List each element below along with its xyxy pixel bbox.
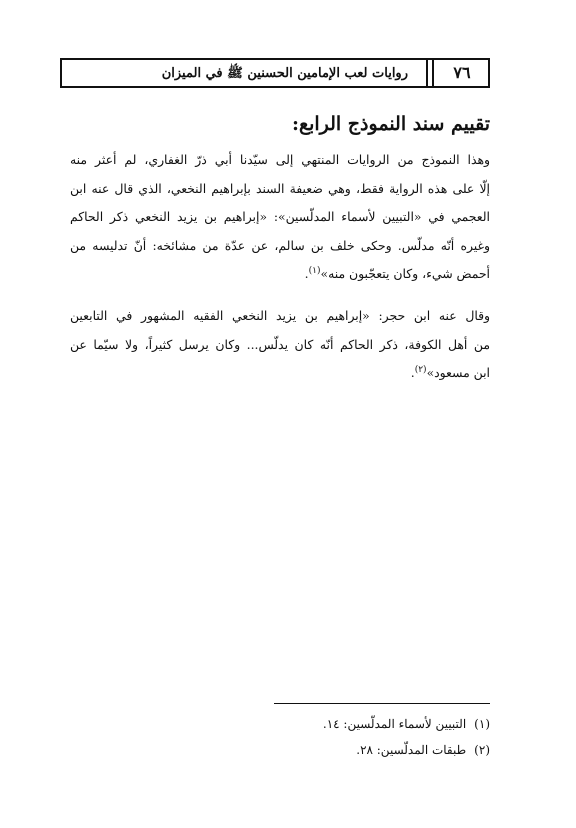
- footnote-2: [356, 743, 490, 757]
- paragraph-2: [70, 302, 490, 388]
- footnote-text: طبقات المدلّسين: ٢٨.: [356, 743, 467, 757]
- header-title: روايات لعب الإمامين الحسنين ﷺ في الميزان: [161, 66, 408, 81]
- paragraph-line: إلّا على هذه الرواية فقط، وهي ضعيفة السند بإبراهيم النخعي، الذي قال عنه ابن: [70, 180, 490, 196]
- footnote-text: التبيين لأسماء المدلّسين: ١٤.: [322, 717, 467, 731]
- section-heading: تقييم سند النموذج الرابع:: [291, 113, 490, 135]
- header-divider: [426, 58, 428, 88]
- footnote-ref-2: (٢): [414, 364, 427, 375]
- paragraph-line: وهذا النموذج من الروايات المنتهي إلى سيّدنا أبي ذرّ الغفاري، لم أعثر منه: [70, 152, 490, 167]
- header-divider: [432, 58, 434, 88]
- paragraph-line: العجمي في «التبيين لأسماء المدلّسين»: «إبراهيم بن يزيد النخعي ذكر الحاكم: [70, 209, 490, 224]
- paragraph-line: وغيره أنّه مدلّس. وحكى خلف بن سالم، عن عدّة من مشائخه: أنّ تدليسه من: [70, 237, 490, 253]
- paragraph-line: ابن مسعود»$^{(٢)}$.: [410, 364, 490, 380]
- paragraph-line-text: ابن مسعود»: [426, 365, 490, 380]
- paragraph-line: من أهل الكوفة، ذكر الحاكم أنّه كان يدلّس... وكان يرسل كثيراً، ولا سيّما عن: [70, 336, 490, 352]
- footnote-number: (١): [474, 717, 490, 731]
- running-header: [60, 58, 490, 88]
- footnote-separator: [274, 703, 490, 704]
- paragraph-line: أحمض شيء، وكان يتعجّبون منه»$^{(١)}$.: [304, 265, 490, 281]
- footnote-1: [323, 717, 490, 731]
- paragraph-line-text: أحمض شيء، وكان يتعجّبون منه»: [320, 266, 490, 281]
- page-number: ٧٦: [453, 63, 471, 82]
- paragraph-1: [70, 146, 490, 289]
- paragraph-line: وقال عنه ابن حجر: «إبراهيم بن يزيد النخعي الفقيه المشهور في التابعين: [70, 308, 490, 323]
- footnote-ref-1: (١): [308, 265, 321, 276]
- footnote-number: (٢): [474, 743, 490, 757]
